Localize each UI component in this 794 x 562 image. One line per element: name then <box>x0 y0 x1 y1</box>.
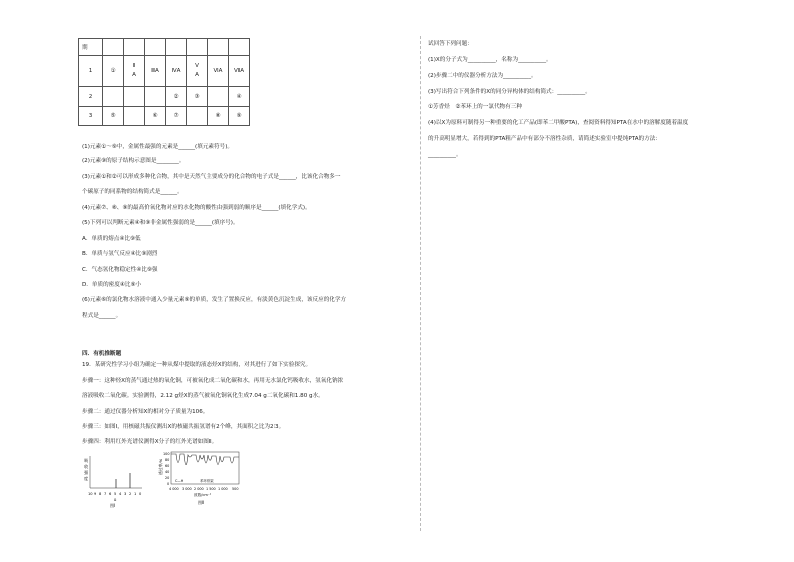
question-line: (1)X的分子式为__________，名称为__________。 <box>428 57 552 63</box>
x-tick-label: 8 <box>99 492 102 496</box>
table-cell <box>124 87 145 107</box>
table-cell: 2 <box>79 87 103 107</box>
x-tick-label: 9 <box>94 492 97 496</box>
ir-figure <box>156 449 242 511</box>
question-line: (5)下列可以判断元素④和⑨非金属性强弱的是______(填序号)。 <box>82 220 239 226</box>
option-c: C．气态氢化物稳定性④比⑨强 <box>82 267 158 273</box>
table-cell: ⑨ <box>229 107 250 126</box>
table-cell: ⑧ <box>208 107 229 126</box>
question-line: __________。 <box>428 152 462 158</box>
question-line: (6)元素⑥的氯化物水溶液中通入少量元素⑨的单质，发生了置换反应，有淡黄色沉淀生成，该反应的化学方 <box>82 297 347 303</box>
table-cell: Ⅱ A <box>124 56 145 87</box>
question-line: 程式是______。 <box>82 313 122 319</box>
paragraph: 步骤三：如图Ⅰ，用核磁共振仪测出X的核磁共振氢谱有2个峰，其面积之比为2∶3。 <box>82 424 285 430</box>
x-tick-label: 3 000 <box>182 487 192 491</box>
x-tick-label: 0 <box>139 492 142 496</box>
ir-spectrum-svg <box>156 449 242 511</box>
table-cell: ② <box>166 87 187 107</box>
x-tick-label: 500 <box>232 487 239 491</box>
table-cell: ⅦA <box>229 56 250 87</box>
y-axis-label: 强 <box>84 470 89 475</box>
table-cell <box>208 87 229 107</box>
table-cell <box>187 107 208 126</box>
nmr-figure <box>82 452 144 508</box>
paragraph: 步骤二：通过仪器分析知X的相对分子质量为106。 <box>82 409 209 415</box>
periodic-table <box>78 38 250 126</box>
table-cell <box>103 87 124 107</box>
y-tick-label: 60 <box>165 464 170 468</box>
question-line: (4)元素⑦、⑧、⑨的最高价氧化物对应的水化物的酸性由强到弱的顺序是______(填化学式)。 <box>82 205 311 211</box>
paragraph: 溶液吸收二氧化碳。实验测得，2.12 g烃X的蒸气被氧化铜氧化生成7.04 g二氧化碳和1.80 g水。 <box>82 393 324 399</box>
table-cell: Ⅴ A <box>187 56 208 87</box>
table-cell <box>145 87 166 107</box>
x-tick-label: 1 000 <box>218 487 228 491</box>
y-tick-label: 0 <box>167 482 170 486</box>
table-row <box>79 107 250 126</box>
y-tick-label: 20 <box>165 476 170 480</box>
y-axis-label: 吸 <box>84 458 89 463</box>
x-tick-label: 4 000 <box>169 487 179 491</box>
figure-caption: 图Ⅱ <box>198 500 204 505</box>
table-cell: 3 <box>79 107 103 126</box>
y-axis-label: 透过率/% <box>158 458 163 475</box>
question-line: (3)写出符合下列条件的X的同分异构体的结构简式：__________。 <box>428 89 591 95</box>
question-line: (3)元素①和②可以形成多种化合物，其中是天然气主要成分的化合物的电子式是______，比该化合物多一 <box>82 174 341 180</box>
paragraph: 19．某研究性学习小组为确定一种从煤中提取的液态烃X的结构，对其进行了如下实验探究。 <box>82 362 312 368</box>
question-line: (2)元素⑨的原子结构示意图是________。 <box>82 158 185 164</box>
x-tick-label: 7 <box>104 492 107 496</box>
x-tick-label: 10 <box>88 492 93 496</box>
option-a: A．单质的熔点④比⑨低 <box>82 236 141 242</box>
table-cell: ⑥ <box>145 107 166 126</box>
x-tick-label: 1 <box>134 492 137 496</box>
annotation-ch: C—H <box>175 479 184 483</box>
paragraph: 步骤一：这种烃X的蒸气通过热的氧化铜，可被氧化成二氧化碳和水，再用无水氯化钙吸收水，氢氧化钠浓 <box>82 378 344 384</box>
y-tick-label: 100 <box>163 452 170 456</box>
table-row <box>79 87 250 107</box>
question-line: 的升高明显增大，若得到的PTA粗产品中有部分不溶性杂质，请简述实验室中提纯PTA的方法： <box>428 136 661 142</box>
section-title: 四．有机推断题 <box>82 351 122 357</box>
x-tick-label: 4 <box>119 492 122 496</box>
x-tick-label: 2 000 <box>194 487 204 491</box>
figure-caption: 图Ⅰ <box>110 503 116 508</box>
table-cell: ⑤ <box>103 107 124 126</box>
question-line: ①芳香烃 ②苯环上的一氯代物有三种 <box>428 104 522 110</box>
column-divider <box>420 36 421 531</box>
y-axis-label: 度 <box>84 476 89 481</box>
table-cell: ⅣA <box>166 56 187 87</box>
table-cell: ① <box>103 56 124 87</box>
paragraph: 步骤四：利用红外光谱仪测得X分子的红外光谱如图Ⅱ。 <box>82 439 218 445</box>
y-axis-label: 收 <box>84 464 89 469</box>
question-line: (2)步骤二中的仪器分析方法为__________。 <box>428 73 537 79</box>
x-tick-label: 6 <box>109 492 112 496</box>
question-line: (4)以X为原料可制得另一种重要的化工产品(即苯二甲酸PTA)，查阅资料得知PTA在水中的溶解度随着温度 <box>428 120 689 126</box>
annotation-benzene-ring: 苯环骨架 <box>200 479 214 483</box>
table-cell: ③ <box>187 87 208 107</box>
ir-trace <box>171 454 239 465</box>
question-line: (1)元素①～⑨中，金属性最强的元素是______(填元素符号)。 <box>82 144 233 150</box>
option-b: B．单质与氢气反应④比⑨剧烈 <box>82 251 158 257</box>
option-d: D．单质的密度④比⑨小 <box>82 282 142 288</box>
x-axis-label: δ <box>114 497 117 502</box>
x-tick-label: 3 <box>124 492 127 496</box>
table-cell: ④ <box>229 87 250 107</box>
table-cell: ⑦ <box>166 107 187 126</box>
x-tick-label: 1 500 <box>206 487 216 491</box>
table-cell <box>124 107 145 126</box>
y-tick-label: 40 <box>165 470 170 474</box>
table-header-row <box>79 39 250 56</box>
x-tick-label: 5 <box>114 492 117 496</box>
table-cell: ⅢA <box>145 56 166 87</box>
x-tick-label: 2 <box>129 492 132 496</box>
table-header-cell: 期 <box>79 39 103 56</box>
nmr-spectrum-svg <box>82 452 144 508</box>
table-cell: ⅥA <box>208 56 229 87</box>
y-tick-label: 80 <box>165 458 170 462</box>
table-row <box>79 56 250 87</box>
table-cell: 1 <box>79 56 103 87</box>
question-intro: 试回答下列问题： <box>428 41 473 47</box>
x-axis-label: 波数/cm⁻¹ <box>194 493 212 497</box>
question-line: 个碳原子的同系物的结构简式是______。 <box>82 189 183 195</box>
